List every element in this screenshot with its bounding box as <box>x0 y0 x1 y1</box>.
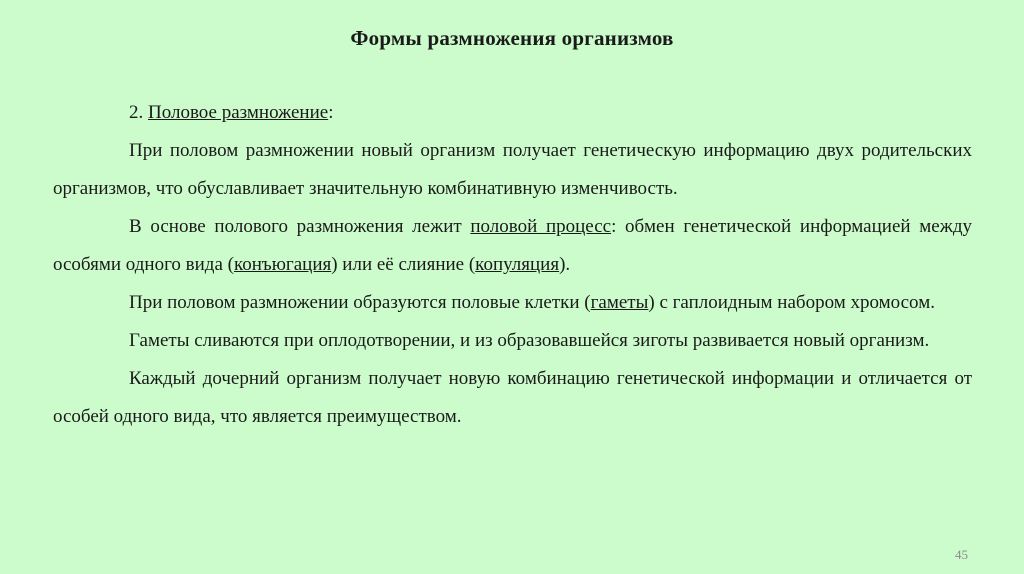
paragraph-3 <box>53 284 972 322</box>
paragraph-3-part-b: ) с гаплоидным набором хромосом. <box>648 292 935 313</box>
paragraph-2-part-c: ) или её слияние ( <box>331 254 476 275</box>
term-sexual-process: половой процесс <box>470 216 612 237</box>
paragraph-2-part-d: ). <box>559 254 571 275</box>
paragraph-4: Гаметы сливаются при оплодотворении, и из образовавшейся зиготы развивается новый организм. <box>129 330 930 351</box>
section-heading-number: 2. <box>129 102 148 123</box>
paragraph-1: При половом размножении новый организм получает генетическую информацию двух родительских организмов, что обуславливает значительную комбинативную изменчивость. <box>53 140 972 199</box>
page-number: 45 <box>955 547 968 562</box>
section-heading-colon: : <box>328 102 334 123</box>
paragraph-2-part-b: : обмен генетической информацией между особями одного вида ( <box>53 216 972 275</box>
slide-title: Формы размножения организмов <box>350 26 674 50</box>
term-copulation: копуляция <box>475 254 560 275</box>
section-heading <box>53 94 972 132</box>
paragraph-3-part-a: При половом размножении образуются половые клетки ( <box>129 292 591 313</box>
term-gametes: гаметы <box>590 292 649 313</box>
slide-body <box>53 94 972 436</box>
paragraph-2 <box>53 208 972 284</box>
paragraph-5: Каждый дочерний организм получает новую комбинацию генетической информации и отличается от особей одного вида, что является преимуществом. <box>53 368 972 427</box>
paragraph-2-part-a: В основе полового размножения лежит <box>129 216 471 237</box>
term-conjugation: конъюгация <box>233 254 332 275</box>
section-heading-label: Половое размножение <box>148 102 329 123</box>
